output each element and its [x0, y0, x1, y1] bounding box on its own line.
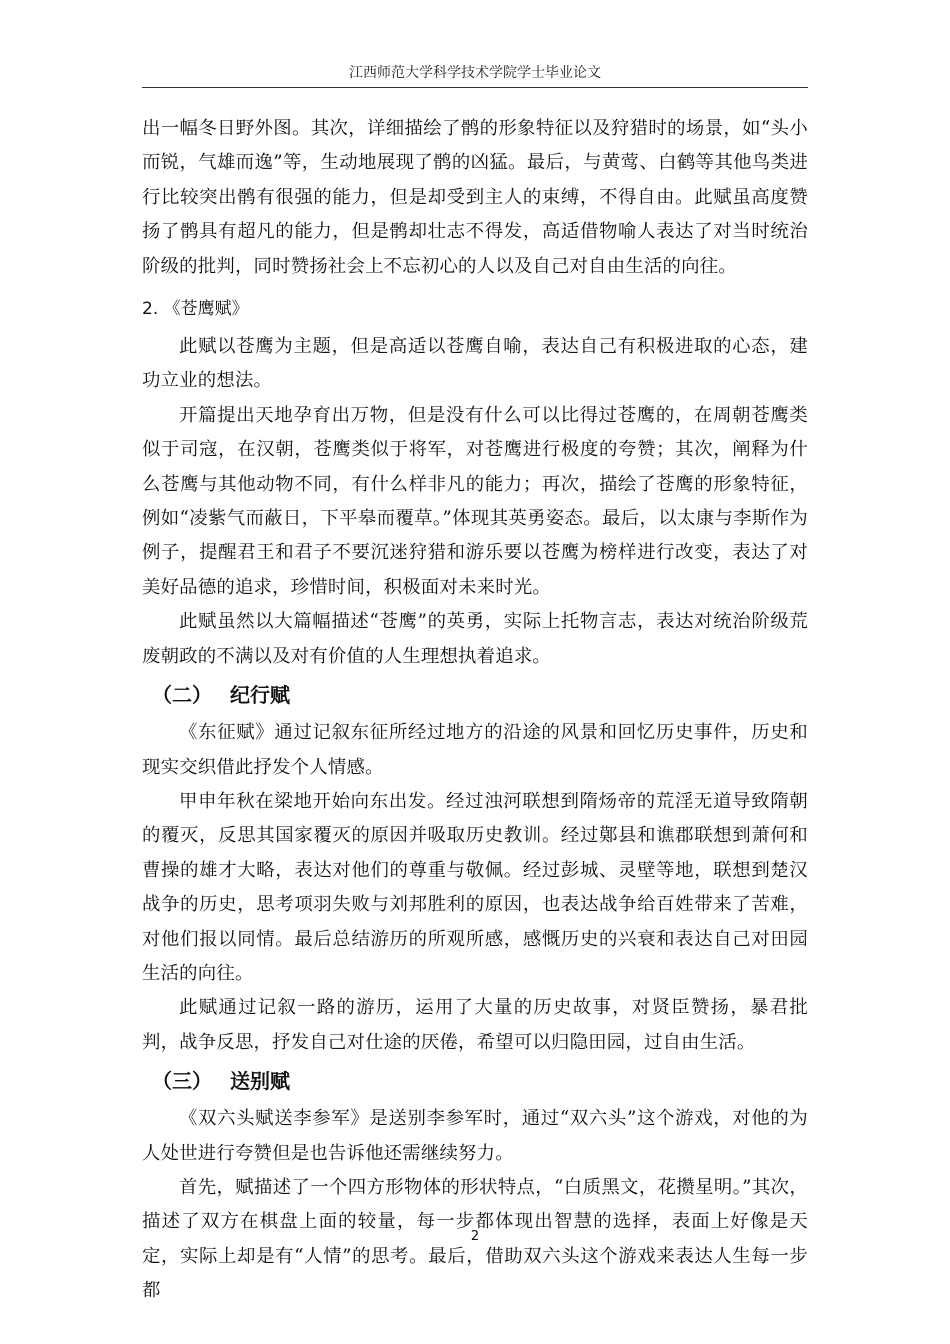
- running-header: 江西师范大学科学技术学院学士毕业论文: [349, 65, 601, 81]
- paragraph: 首先，赋描述了一个四方形物体的形状特点，“白质黑文，花攒星明。”其次，描述了双方在棋盘上面的较量，每一步都体现出智慧的选择，表面上好像是天定，实际上却是有“人情”的思考。最后，借助双六头这个游戏来表达人生每一步都: [142, 1176, 808, 1302]
- page-number: 2: [470, 1229, 480, 1244]
- paragraph-continued: 出一幅冬日野外图。其次，详细描绘了鹘的形象特征以及狩猎时的场景，如“头小而锐，气雄而逸”等，生动地展现了鹘的凶猛。最后，与黄莺、白鹤等其他鸟类进行比较突出鹘有很强的能力，但是却受到主人的束缚，不得自由。此赋虽高度赞扬了鹘具有超凡的能力，但是鹘却壮志不得发，高适借物喻人表达了对当时统治阶级的批判，同时赞扬社会上不忘初心的人以及自己对自由生活的向往。: [142, 118, 808, 277]
- paragraph: 开篇提出天地孕育出万物，但是没有什么可以比得过苍鹰的，在周朝苍鹰类似于司寇，在汉朝，苍鹰类似于将军，对苍鹰进行极度的夸赞；其次，阐释为什么苍鹰与其他动物不同，有什么样非凡的能力；再次，描绘了苍鹰的形象特征，例如“凌紫气而蔽日，下平皋而覆草。”体现其英勇姿态。最后，以太康与李斯作为例子，提醒君王和君子不要沉迷狩猎和游乐要以苍鹰为榜样进行改变，表达了对美好品德的追求，珍惜时间，积极面对未来时光。: [142, 404, 808, 598]
- section-number: （三）: [152, 1069, 212, 1094]
- section-title: 纪行赋: [230, 683, 290, 708]
- paragraph: 此赋以苍鹰为主题，但是高适以苍鹰自喻，表达自己有积极进取的心态，建功立业的想法。: [142, 336, 808, 392]
- section-heading-songbie-fu: [152, 1064, 808, 1098]
- thesis-body: [142, 112, 808, 1309]
- header-rule: [142, 87, 808, 88]
- subheading-cangying-fu: 2. 《苍鹰赋》: [142, 299, 249, 320]
- section-heading-jixing-fu: [152, 678, 808, 712]
- paragraph: 甲申年秋在梁地开始向东出发。经过浊河联想到隋炀帝的荒淫无道导致隋朝的覆灭，反思其国家覆灭的原因并吸取历史教训。经过鄚县和谯郡联想到萧何和曹操的雄才大略，表达对他们的尊重与敬佩。经过彭城、灵壁等地，联想到楚汉战争的历史，思考项羽失败与刘邦胜利的原因，也表达战争给百姓带来了苦难，对他们报以同情。最后总结游历的所观所感，感慨历史的兴衰和表达自己对田园生活的向往。: [142, 790, 808, 984]
- section-title: 送别赋: [230, 1069, 290, 1094]
- section-number: （二）: [152, 683, 212, 708]
- paragraph: 《双六头赋送李参军》是送别李参军时，通过“双六头”这个游戏，对他的为人处世进行夸赞但是也告诉他还需继续努力。: [142, 1108, 808, 1164]
- paragraph: 此赋通过记叙一路的游历，运用了大量的历史故事，对贤臣赞扬，暴君批判，战争反思，抒发自己对仕途的厌倦，希望可以归隐田园，过自由生活。: [142, 997, 808, 1053]
- paragraph: 《东征赋》通过记叙东征所经过地方的沿途的风景和回忆历史事件，历史和现实交织借此抒发个人情感。: [142, 722, 808, 778]
- paragraph: 此赋虽然以大篇幅描述“苍鹰”的英勇，实际上托物言志，表达对统治阶级荒废朝政的不满以及对有价值的人生理想执着追求。: [142, 611, 808, 667]
